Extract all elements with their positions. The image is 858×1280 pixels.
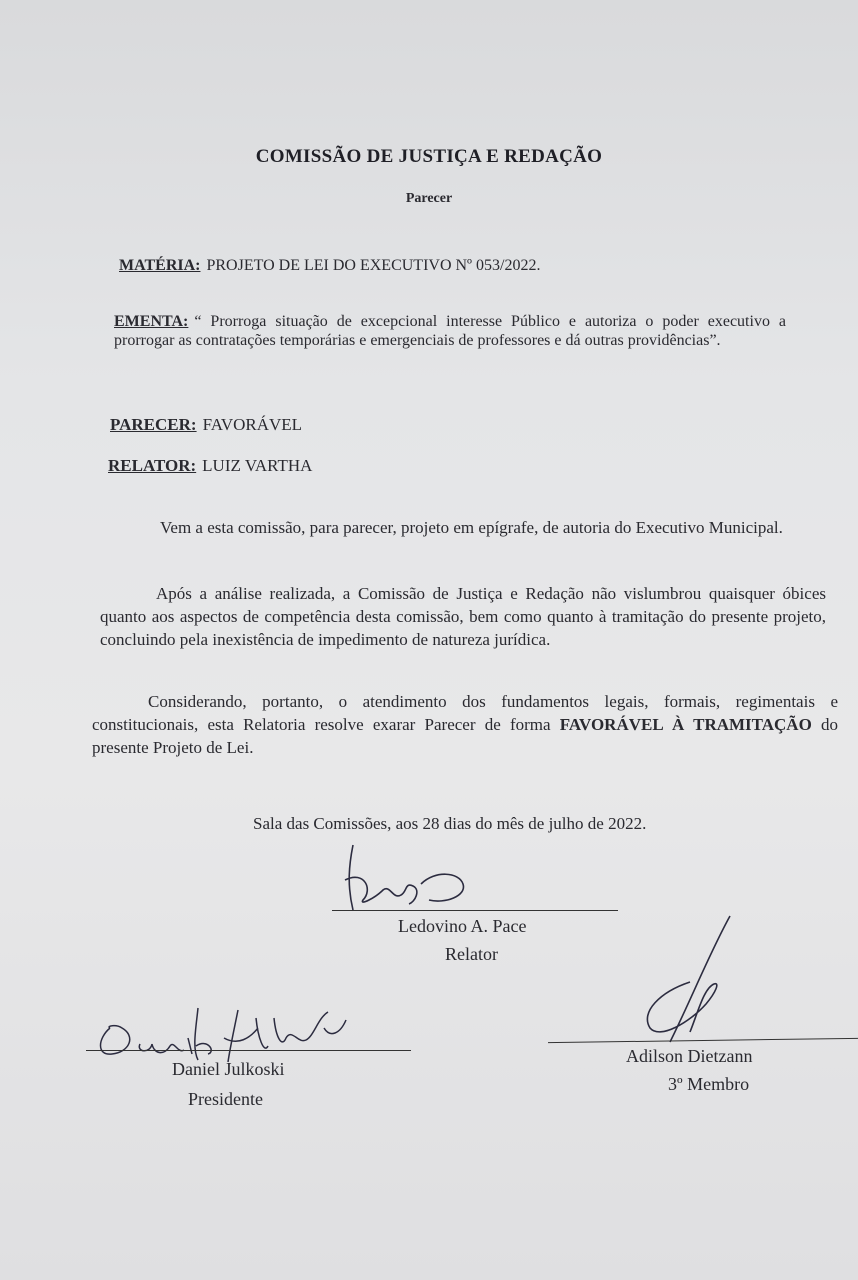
materia-value: PROJETO DE LEI DO EXECUTIVO Nº 053/2022. — [206, 257, 541, 274]
parecer-field — [110, 415, 610, 434]
relator-value: LUIZ VARTHA — [202, 456, 313, 475]
presidente-name: Daniel Julkoski — [172, 1059, 285, 1079]
closing-line: Sala das Comissões, aos 28 dias do mês de julho de 2022. — [253, 814, 647, 833]
parecer-label: PARECER: — [110, 415, 197, 434]
relator-field — [108, 456, 608, 475]
presidente-signature — [88, 998, 368, 1068]
paragraph-1-text: Vem a esta comissão, para parecer, projeto em epígrafe, de autoria do Executivo Municipal. — [160, 518, 783, 537]
presidente-role: Presidente — [188, 1089, 263, 1109]
membro-role: 3º Membro — [668, 1074, 750, 1094]
document-title: COMISSÃO DE JUSTIÇA E REDAÇÃO — [255, 146, 603, 167]
parecer-value: FAVORÁVEL — [202, 415, 303, 434]
presidente-signature-line — [86, 1050, 411, 1051]
ementa-value: “ Prorroga situação de excepcional interesse Público e autoriza o poder executivo a prorrogar as contratações temporárias e emergenciais de professores e dá outras providências”. — [114, 313, 786, 349]
relator-signature — [335, 840, 475, 920]
paragraph-3-text: Considerando, portanto, o atendimento dos fundamentos legais, formais, regimentais e constitucionais, esta Relatoria resolve exarar Parecer de forma — [92, 692, 838, 734]
relator-role: Relator — [445, 944, 498, 964]
membro-signature — [630, 912, 750, 1052]
paragraph-3-end: do presente Projeto de Lei. — [92, 715, 839, 757]
paragraph-3 — [92, 690, 838, 759]
ementa-field — [114, 312, 786, 350]
paragraph-2 — [100, 582, 826, 651]
paragraph-1 — [104, 516, 810, 539]
membro-name: Adilson Dietzann — [626, 1046, 753, 1066]
paragraph-2-text: Após a análise realizada, a Comissão de Justiça e Redação não vislumbrou quaisquer óbices quanto aos aspectos de competência desta comissão, bem como quanto à tramitação do presente projeto, concluindo pela inexistência de impedimento de natureza jurídica. — [100, 584, 826, 649]
materia-label: MATÉRIA: — [119, 257, 201, 274]
relator-signature-line — [332, 910, 618, 911]
ementa-label: EMENTA: — [114, 313, 189, 330]
relator-name: Ledovino A. Pace — [398, 916, 527, 936]
paragraph-3-bold: FAVORÁVEL À TRAMITAÇÃO — [559, 715, 812, 734]
document-subtitle: Parecer — [405, 191, 453, 206]
materia-field — [119, 256, 739, 275]
relator-label: RELATOR: — [108, 456, 197, 475]
